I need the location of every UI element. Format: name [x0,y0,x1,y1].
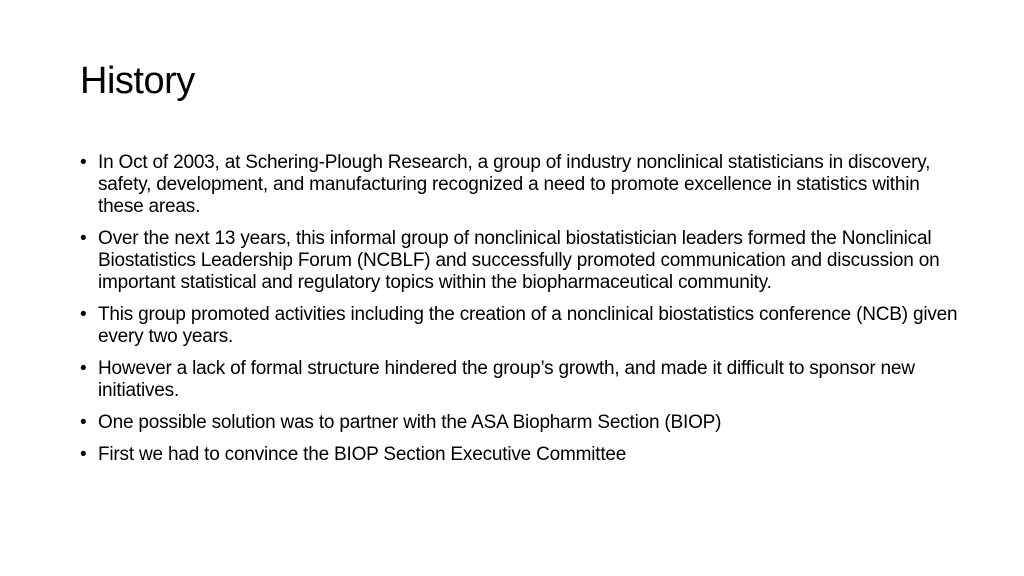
bullet-dot-icon: • [80,412,87,433]
bullet-dot-icon: • [80,444,87,465]
bullet-text: However a lack of formal structure hindered the group’s growth, and made it difficult to sponsor new initiatives. [98,358,915,401]
bullet-item [80,228,960,294]
bullet-list [80,152,960,476]
bullet-text: Over the next 13 years, this informal group of nonclinical biostatistician leaders formed the Nonclinical Biostatistics Leadership Forum (NCBLF) and successfully promoted communication and discussion on important statistical and regulatory topics within the biopharmaceutical community. [98,228,940,293]
bullet-dot-icon: • [80,152,87,173]
slide-title: History [80,60,195,102]
bullet-item [80,358,960,402]
bullet-text: First we had to convince the BIOP Section Executive Committee [98,444,627,465]
bullet-item [80,412,960,434]
bullet-text: This group promoted activities including the creation of a nonclinical biostatistics conference (NCB) given every two years. [98,304,958,347]
bullet-item [80,444,960,466]
bullet-item [80,152,960,218]
bullet-dot-icon: • [80,304,87,325]
bullet-text: One possible solution was to partner with the ASA Biopharm Section (BIOP) [98,412,722,433]
bullet-item [80,304,960,348]
bullet-dot-icon: • [80,358,87,379]
bullet-text: In Oct of 2003, at Schering-Plough Research, a group of industry nonclinical statisticians in discovery, safety, development, and manufacturing recognized a need to promote excellence in statistics within these areas. [98,152,931,217]
bullet-dot-icon: • [80,228,87,249]
